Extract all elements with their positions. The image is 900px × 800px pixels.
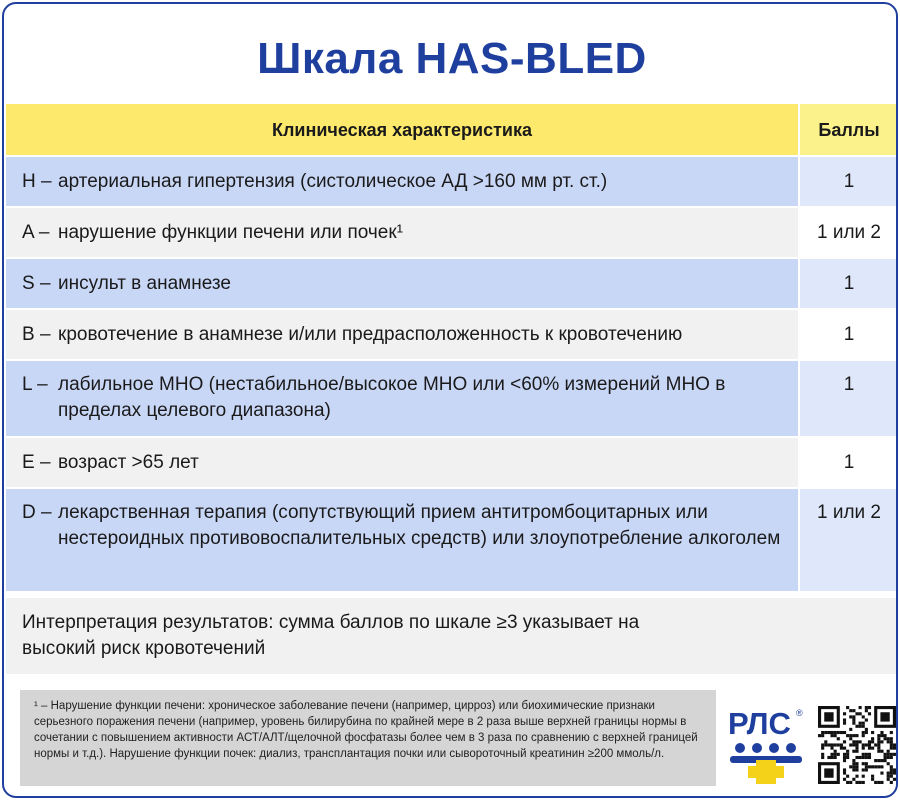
- row-description: возраст >65 лет: [58, 451, 199, 473]
- qr-code-icon: [818, 706, 896, 784]
- row-letter: S –: [22, 272, 51, 294]
- row-description: лекарственная терапия (сопутствующий прием антитромбоцитарных или нестероидных противовоспалительных средств) или злоупотребление алкоголем: [58, 502, 781, 549]
- row-letter: H –: [22, 170, 52, 192]
- footnote: ¹ – Нарушение функции печени: хроническое заболевание печени (например, цирроз) или биохимические признаки серьезного поражения печени (например, уровень билирубина по крайней мере в 2 раза выше верхней границы нормы в сочетании с повышением активности АСТ/АЛТ/щелочной фосфатазы более чем в 3 раза по сравнению с верхней границей нормы и т.д.). Нарушение функции почек: диализ, трансплантация почки или сывороточный креатинин ≥200 ммоль/л.: [20, 690, 716, 786]
- row-letter: L –: [22, 374, 48, 395]
- row-description: нарушение функции печени или почек¹: [58, 221, 403, 243]
- rls-logo-icon: [726, 704, 808, 786]
- table-row-l: [6, 361, 898, 438]
- row-points: 1: [798, 438, 898, 487]
- row-points: 1: [798, 361, 898, 436]
- row-description: лабильное МНО (нестабильное/высокое МНО или <60% измерений МНО в пределах целевого диапазона): [58, 374, 726, 421]
- row-points: 1: [798, 259, 898, 308]
- row-letter: B –: [22, 323, 51, 345]
- row-points: 1 или 2: [798, 208, 898, 257]
- has-bled-table: [6, 104, 898, 593]
- row-description: артериальная гипертензия (систолическое АД >160 мм рт. ст.): [58, 170, 608, 192]
- logo-registered-mark: ®: [796, 708, 803, 718]
- row-points: 1: [798, 310, 898, 359]
- table-row-a: [6, 208, 898, 259]
- page-title: Шкала HAS-BLED: [257, 34, 647, 83]
- has-bled-card: [2, 2, 898, 798]
- header-points: Баллы: [798, 104, 898, 155]
- row-letter: E –: [22, 451, 51, 473]
- row-points: 1 или 2: [798, 489, 898, 591]
- table-row-s: [6, 259, 898, 310]
- row-letter: D –: [22, 502, 52, 523]
- rls-logo: [726, 704, 808, 786]
- table-row-e: [6, 438, 898, 489]
- row-points: 1: [798, 157, 898, 206]
- table-row-d: [6, 489, 898, 593]
- row-description: кровотечение в анамнезе и/или предрасположенность к кровотечению: [58, 323, 683, 345]
- table-header: [6, 104, 898, 157]
- interpretation: [6, 598, 898, 674]
- table-row-b: [6, 310, 898, 361]
- row-letter: A –: [22, 221, 50, 243]
- logo-text: РЛС: [728, 706, 791, 741]
- header-characteristic: Клиническая характеристика: [6, 104, 798, 155]
- row-description: инсульт в анамнезе: [58, 272, 231, 294]
- interpretation-text: Интерпретация результатов: сумма баллов по шкале ≥3 указывает на высокий риск кровотечений: [22, 612, 640, 659]
- qr-code[interactable]: [818, 706, 896, 784]
- table-row-h: [6, 157, 898, 208]
